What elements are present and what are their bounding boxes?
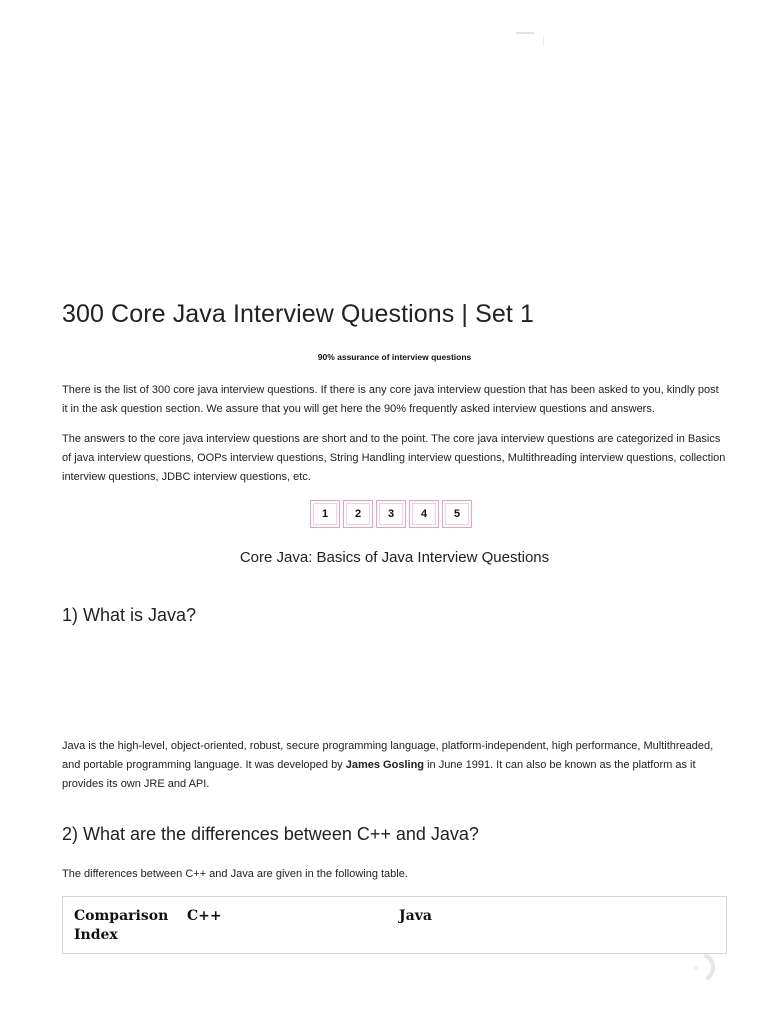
answer-text-start: Java is the high-level, object-oriented, robust, secure programming language, platform-independent, high performance, Multithreaded, and portable programming language. It was developed by: [62, 740, 714, 771]
intro-paragraph-1: There is the list of 300 core java interview questions. If there is any core java interview question that has been asked to you, kindly post it in the ask question section. We assure that you will get here the 90% frequently asked interview questions and answers.: [62, 384, 719, 415]
question-2-answer: The differences between C++ and Java are given in the following table.: [62, 868, 408, 880]
comparison-table: [62, 896, 727, 954]
question-1-title: 1) What is Java?: [62, 605, 197, 625]
page-link-2[interactable]: 2: [343, 500, 373, 528]
page-subtitle: 90% assurance of interview questions: [317, 352, 472, 362]
question-2-title: 2) What are the differences between C++ and Java?: [62, 824, 479, 844]
question-1-answer: [62, 737, 727, 794]
page-link-5[interactable]: 5: [442, 500, 472, 528]
decorative-mark-icon: [516, 32, 534, 34]
table-header-comparison-index: Comparison Index: [74, 908, 169, 943]
page-link-1[interactable]: 1: [310, 500, 340, 528]
pagination: [310, 500, 472, 528]
decorative-tick: [543, 36, 544, 46]
page-title: 300 Core Java Interview Questions | Set 1: [62, 300, 534, 328]
section-heading: Core Java: Basics of Java Interview Questions: [239, 549, 550, 566]
intro-paragraph-2: The answers to the core java interview questions are short and to the point. The core java interview questions are categorized in Basics of java interview questions, OOPs interview questions, String Handling interview questions, Multithreading interview questions, collection interview questions, JDBC interview questions, etc.: [62, 433, 726, 483]
page-link-4[interactable]: 4: [409, 500, 439, 528]
page-link-3[interactable]: 3: [376, 500, 406, 528]
table-header-java: Java: [399, 908, 432, 924]
answer-text-bold: James Gosling: [345, 759, 425, 771]
table-header-cpp: C++: [187, 908, 222, 924]
scroll-spinner-icon: [688, 952, 720, 984]
answer-text-end: in June 1991. It can also be known as the platform as it provides its own JRE and API.: [62, 759, 696, 790]
